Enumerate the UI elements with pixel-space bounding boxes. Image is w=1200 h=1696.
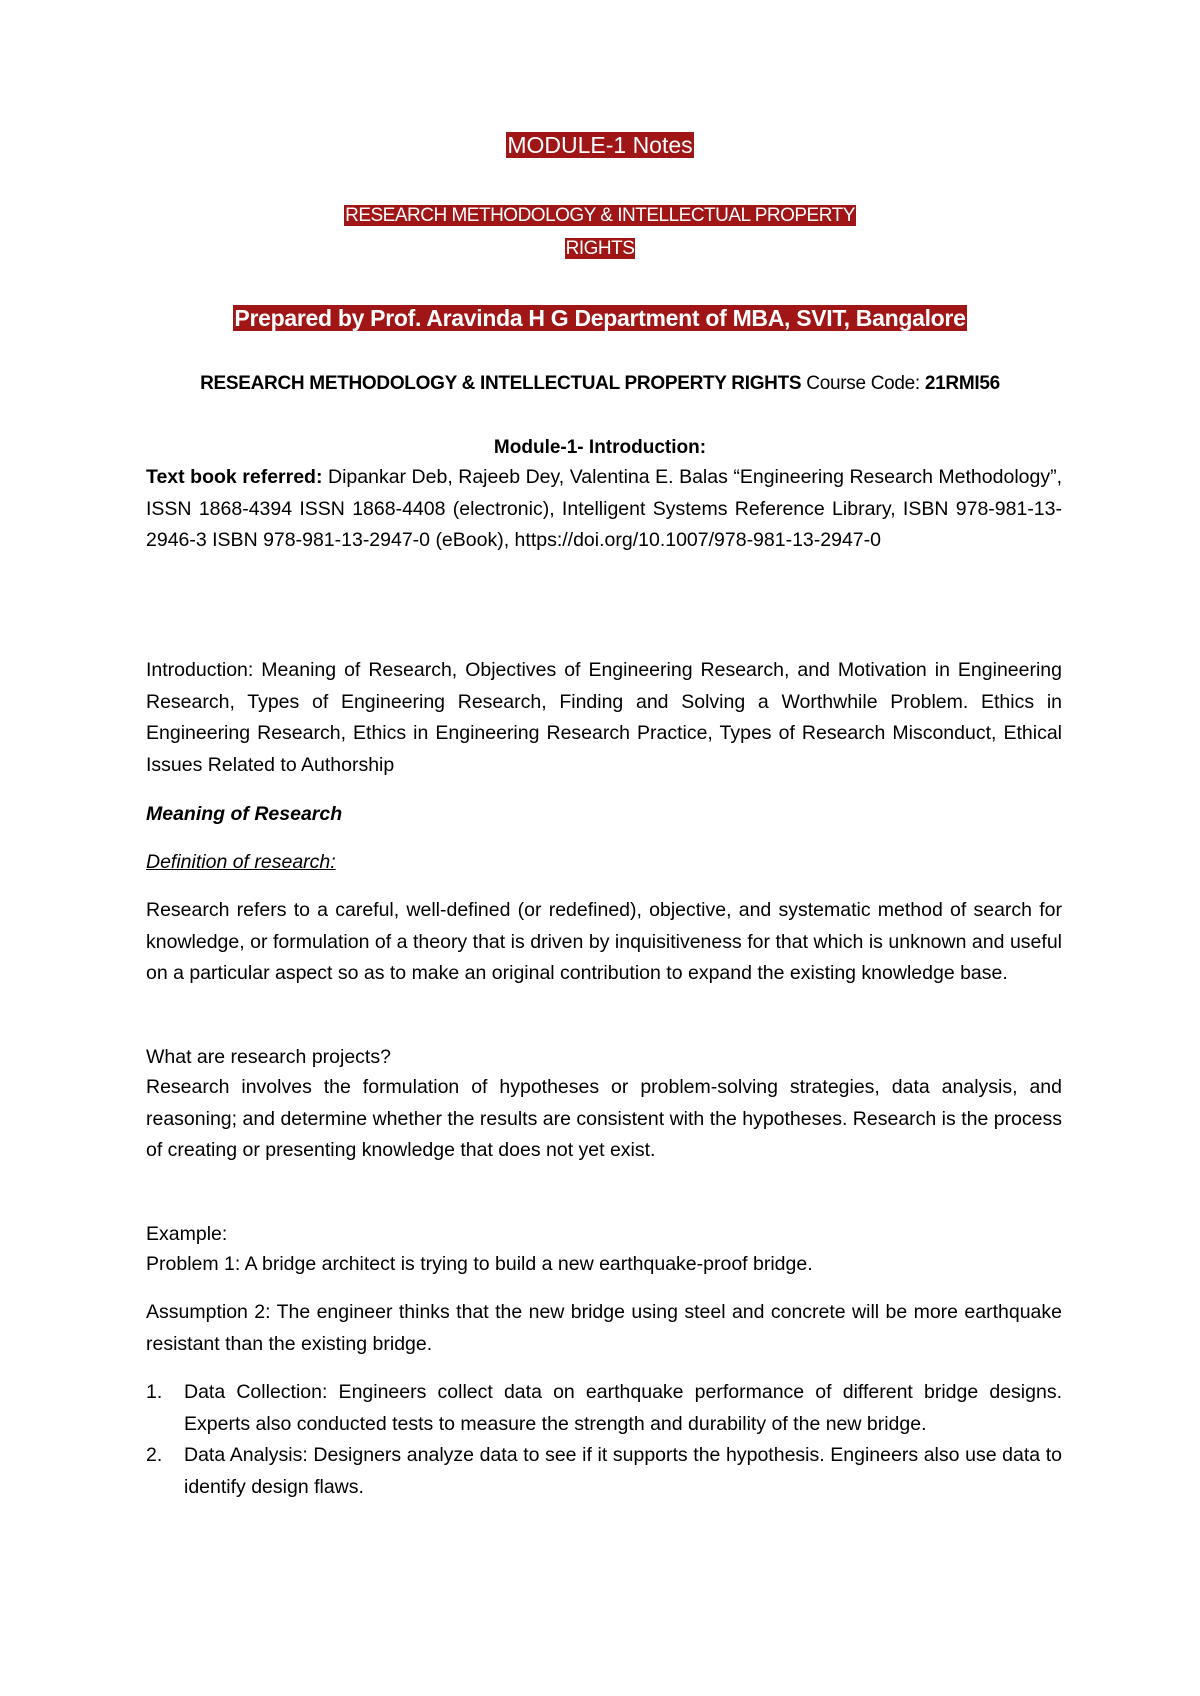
projects-paragraph: Research involves the formulation of hypotheses or problem-solving strategies, data analysis, and reasoning; and determine whether the results are consistent with the hypotheses. Research is the process of creating or presenting knowledge that does not yet exist.	[146, 1076, 1062, 1161]
prepared-by	[0, 303, 1200, 333]
list-item-text: Data Collection: Engineers collect data on earthquake performance of different bridge designs. Experts also conducted tests to measure the strength and durability of the new bridge.	[184, 1381, 1062, 1435]
subject-title	[0, 199, 1200, 265]
list-item-text: Data Analysis: Designers analyze data to see if it supports the hypothesis. Engineers also use data to identify design flaws.	[184, 1444, 1062, 1498]
subject-title-line1: RESEARCH METHODOLOGY & INTELLECTUAL PROPERTY	[345, 205, 855, 226]
module-title	[0, 130, 1200, 160]
course-title: RESEARCH METHODOLOGY & INTELLECTUAL PROPERTY RIGHTS	[200, 373, 802, 394]
module-intro-heading: Module-1- Introduction:	[493, 437, 707, 458]
list-item	[146, 1377, 1062, 1440]
textbook-reference	[146, 462, 1062, 557]
problem-paragraph: Problem 1: A bridge architect is trying to build a new earthquake-proof bridge.	[146, 1253, 813, 1275]
projects-question: What are research projects?	[146, 1046, 391, 1068]
definition-paragraph: Research refers to a careful, well-defined (or redefined), objective, and systematic method of search for knowledge, or formulation of a theory that is driven by inquisitiveness for that which is unknown and useful on a particular aspect so as to make an original contribution to expand the existing knowledge base.	[146, 899, 1062, 984]
textbook-label: Text book referred:	[146, 466, 323, 488]
steps-list	[146, 1377, 1062, 1503]
introduction-paragraph: Introduction: Meaning of Research, Objectives of Engineering Research, and Motivation in Engineering Research, Types of Engineering Research, Finding and Solving a Worthwhile Problem. Ethics in Engineering Research, Ethics in Engineering Research Practice, Types of Research Misconduct, Ethical Issues Related to Authorship	[146, 659, 1062, 776]
list-item	[146, 1440, 1062, 1503]
course-code-label: Course Code:	[801, 373, 925, 394]
subject-title-line2: RIGHTS	[565, 238, 635, 259]
definition-heading: Definition of research:	[146, 851, 336, 873]
list-item-number: 1.	[146, 1381, 163, 1403]
meaning-heading: Meaning of Research	[146, 803, 343, 825]
course-code: 21RMI56	[924, 373, 1000, 394]
assumption-paragraph: Assumption 2: The engineer thinks that the new bridge using steel and concrete will be more earthquake resistant than the existing bridge.	[146, 1301, 1062, 1355]
textbook-text: Dipankar Deb, Rajeeb Dey, Valentina E. Balas “Engineering Research Methodology”, ISSN 1868-4394 ISSN 1868-4408 (electronic), Intelligent Systems Reference Library, ISBN 978-981-13-2946-3 ISBN 978-981-13-2947-0 (eBook), https://doi.org/10.1007/978-981-13-2947-0	[146, 466, 1062, 551]
prepared-by-highlight: Prepared by Prof. Aravinda H G Department of MBA, SVIT, Bangalore	[234, 305, 966, 331]
list-item-number: 2.	[146, 1444, 163, 1466]
module-title-highlight: MODULE-1 Notes	[507, 132, 693, 158]
example-label: Example:	[146, 1223, 228, 1245]
course-line	[0, 370, 1200, 398]
